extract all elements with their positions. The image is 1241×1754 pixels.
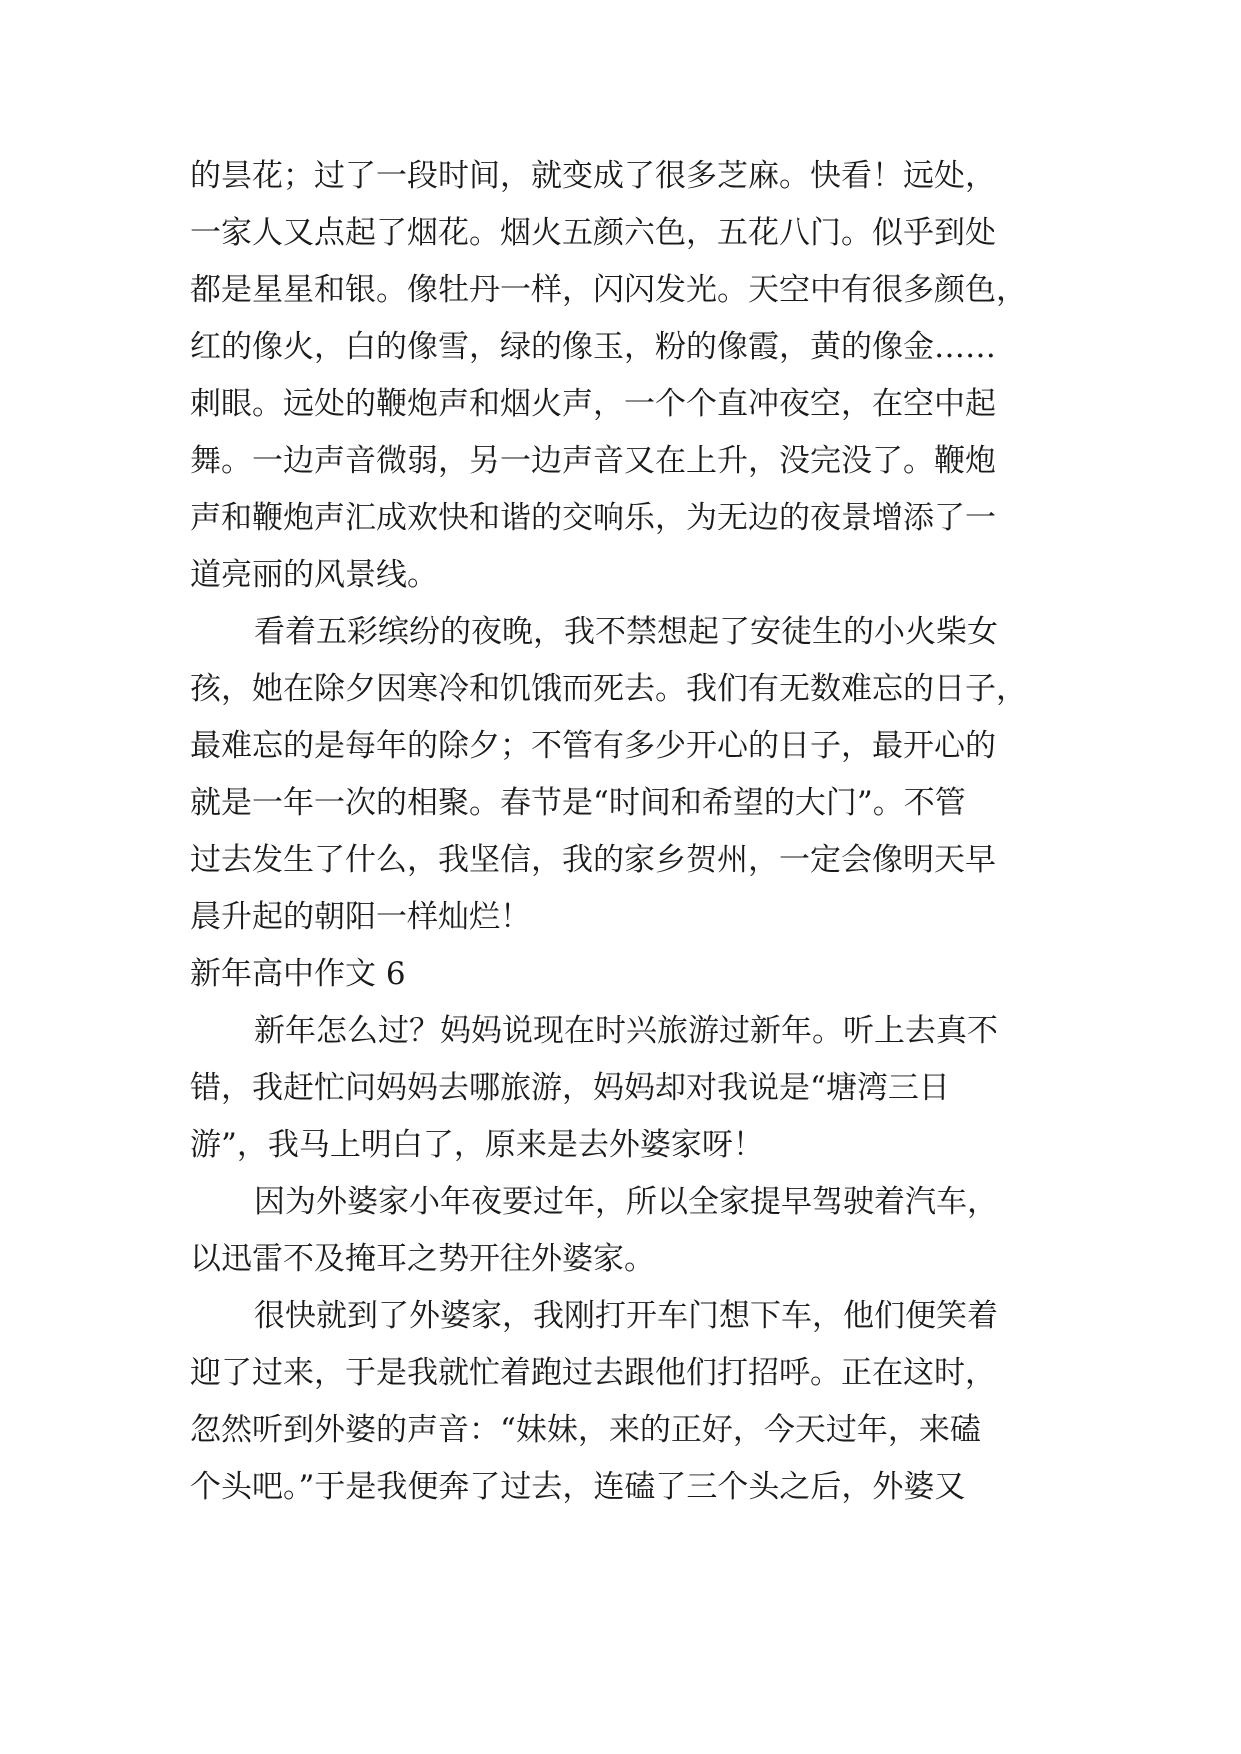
text-line: 舞。一边声音微弱，另一边声音又在上升，没完没了。鞭炮 bbox=[190, 443, 996, 479]
text-line: 一家人又点起了烟花。烟火五颜六色，五花八门。似乎到处 bbox=[190, 215, 996, 251]
text-line: 红的像火，白的像雪，绿的像玉，粉的像霞，黄的像金…… bbox=[190, 329, 996, 365]
text-line: 新年怎么过？妈妈说现在时兴旅游过新年。听上去真不 bbox=[254, 1013, 998, 1049]
text-line: 就是一年一次的相聚。春节是“时间和希望的大门”。不管 bbox=[190, 785, 966, 821]
text-line: 以迅雷不及掩耳之势开往外婆家。 bbox=[190, 1241, 655, 1277]
text-line: 迎了过来，于是我就忙着跑过去跟他们打招呼。正在这时， bbox=[190, 1355, 996, 1391]
text-line: 因为外婆家小年夜要过年，所以全家提早驾驶着汽车， bbox=[254, 1184, 998, 1220]
document-body bbox=[190, 148, 1070, 1516]
text-line: 声和鞭炮声汇成欢快和谐的交响乐，为无边的夜景增添了一 bbox=[190, 500, 996, 536]
text-line: 孩，她在除夕因寒冷和饥饿而死去。我们有无数难忘的日子， bbox=[190, 671, 1027, 707]
text-line: 都是星星和银。像牡丹一样，闪闪发光。天空中有很多颜色， bbox=[190, 272, 1027, 308]
text-line: 游”，我马上明白了，原来是去外婆家呀！ bbox=[190, 1127, 764, 1163]
text-line: 过去发生了什么，我坚信，我的家乡贺州，一定会像明天早 bbox=[190, 842, 996, 878]
text-line: 刺眼。远处的鞭炮声和烟火声，一个个直冲夜空，在空中起 bbox=[190, 386, 996, 422]
text-line: 晨升起的朝阳一样灿烂！ bbox=[190, 899, 531, 935]
text-line: 道亮丽的风景线。 bbox=[190, 557, 438, 593]
text-line: 个头吧。”于是我便奔了过去，连磕了三个头之后，外婆又 bbox=[190, 1469, 966, 1505]
text-line: 错，我赶忙问妈妈去哪旅游，妈妈却对我说是“塘湾三日 bbox=[190, 1070, 950, 1106]
text-line: 忽然听到外婆的声音：“妹妹，来的正好，今天过年，来磕 bbox=[190, 1412, 981, 1448]
text-line: 看着五彩缤纷的夜晚，我不禁想起了安徒生的小火柴女 bbox=[254, 614, 998, 650]
section-heading: 新年高中作文 6 bbox=[190, 956, 406, 992]
text-line: 最难忘的是每年的除夕；不管有多少开心的日子，最开心的 bbox=[190, 728, 996, 764]
text-line: 的昙花；过了一段时间，就变成了很多芝麻。快看！远处， bbox=[190, 158, 996, 194]
text-line: 很快就到了外婆家，我刚打开车门想下车，他们便笑着 bbox=[254, 1298, 998, 1334]
